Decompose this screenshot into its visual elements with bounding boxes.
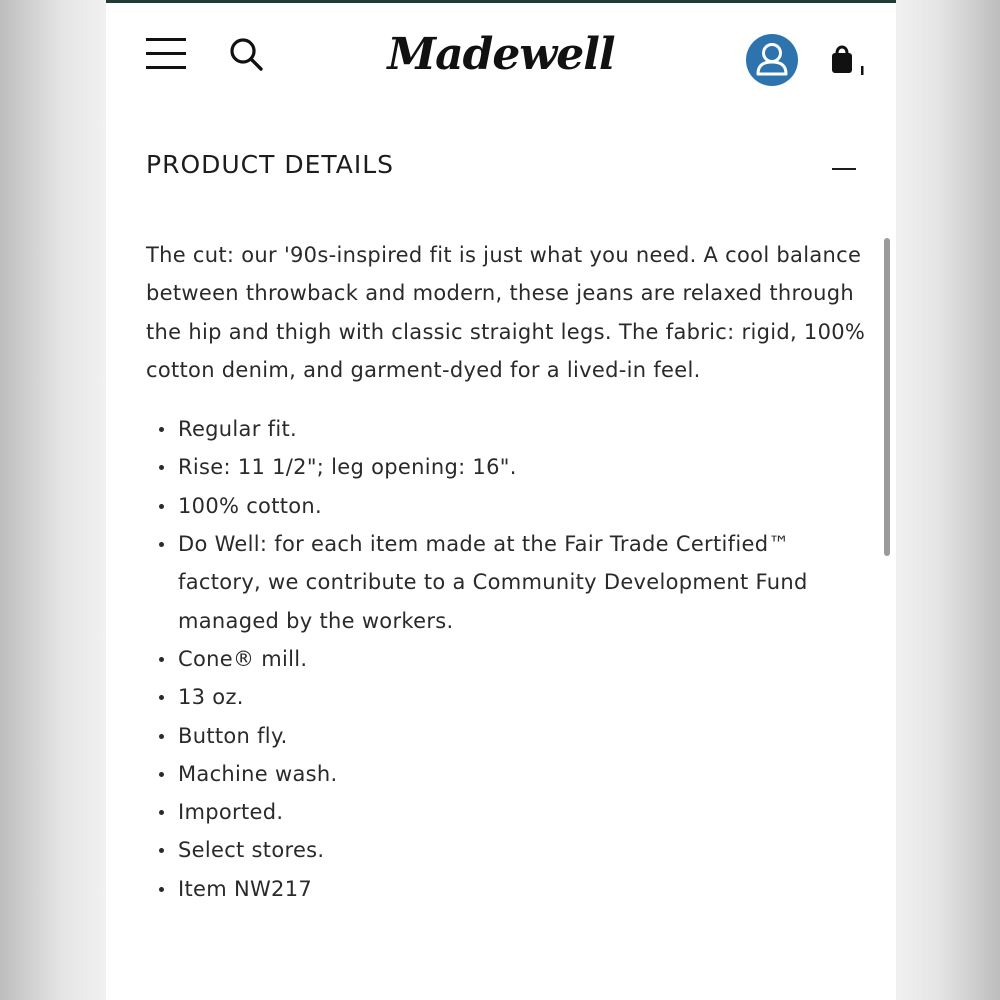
list-item: Item NW217	[146, 870, 866, 908]
phone-screen	[106, 0, 896, 1000]
search-icon[interactable]	[228, 36, 266, 74]
scrollbar-thumb[interactable]	[884, 238, 890, 556]
user-account-icon[interactable]	[746, 34, 798, 86]
section-title: PRODUCT DETAILS	[146, 150, 394, 179]
bullet-icon	[159, 810, 164, 815]
list-item: Rise: 11 1/2"; leg opening: 16".	[146, 448, 866, 486]
bullet-icon	[159, 504, 164, 509]
list-item: Machine wash.	[146, 755, 866, 793]
list-item: 13 oz.	[146, 678, 866, 716]
bullet-icon	[159, 465, 164, 470]
bullet-icon	[159, 848, 164, 853]
bullet-icon	[159, 657, 164, 662]
list-item: Imported.	[146, 793, 866, 831]
bullet-icon	[159, 887, 164, 892]
bullet-icon	[159, 542, 164, 547]
bullet-icon	[159, 772, 164, 777]
brand-wordmark: Madewell	[387, 29, 615, 80]
list-item: Cone® mill.	[146, 640, 866, 678]
minus-icon[interactable]	[830, 158, 860, 178]
list-item: Button fly.	[146, 717, 866, 755]
list-item: 100% cotton.	[146, 487, 866, 525]
list-item: Regular fit.	[146, 410, 866, 448]
bullet-icon	[159, 427, 164, 432]
madewell-logo[interactable]	[376, 26, 626, 86]
hamburger-menu-icon[interactable]	[146, 36, 186, 72]
top-divider	[106, 0, 896, 3]
list-item: Select stores.	[146, 831, 866, 869]
product-details-content	[146, 236, 866, 908]
bullet-icon	[159, 695, 164, 700]
details-list	[146, 410, 866, 908]
bullet-icon	[159, 734, 164, 739]
list-item: Do Well: for each item made at the Fair Trade Certified™ factory, we contribute to a Community Development Fund managed by the workers.	[146, 525, 866, 640]
shopping-bag-icon[interactable]	[828, 40, 868, 80]
product-description: The cut: our '90s-inspired fit is just what you need. A cool balance between throwback and modern, these jeans are relaxed through the hip and thigh with classic straight legs. The fabric: rigid, 100% cotton denim, and garment-dyed for a lived-in feel.	[146, 243, 866, 382]
